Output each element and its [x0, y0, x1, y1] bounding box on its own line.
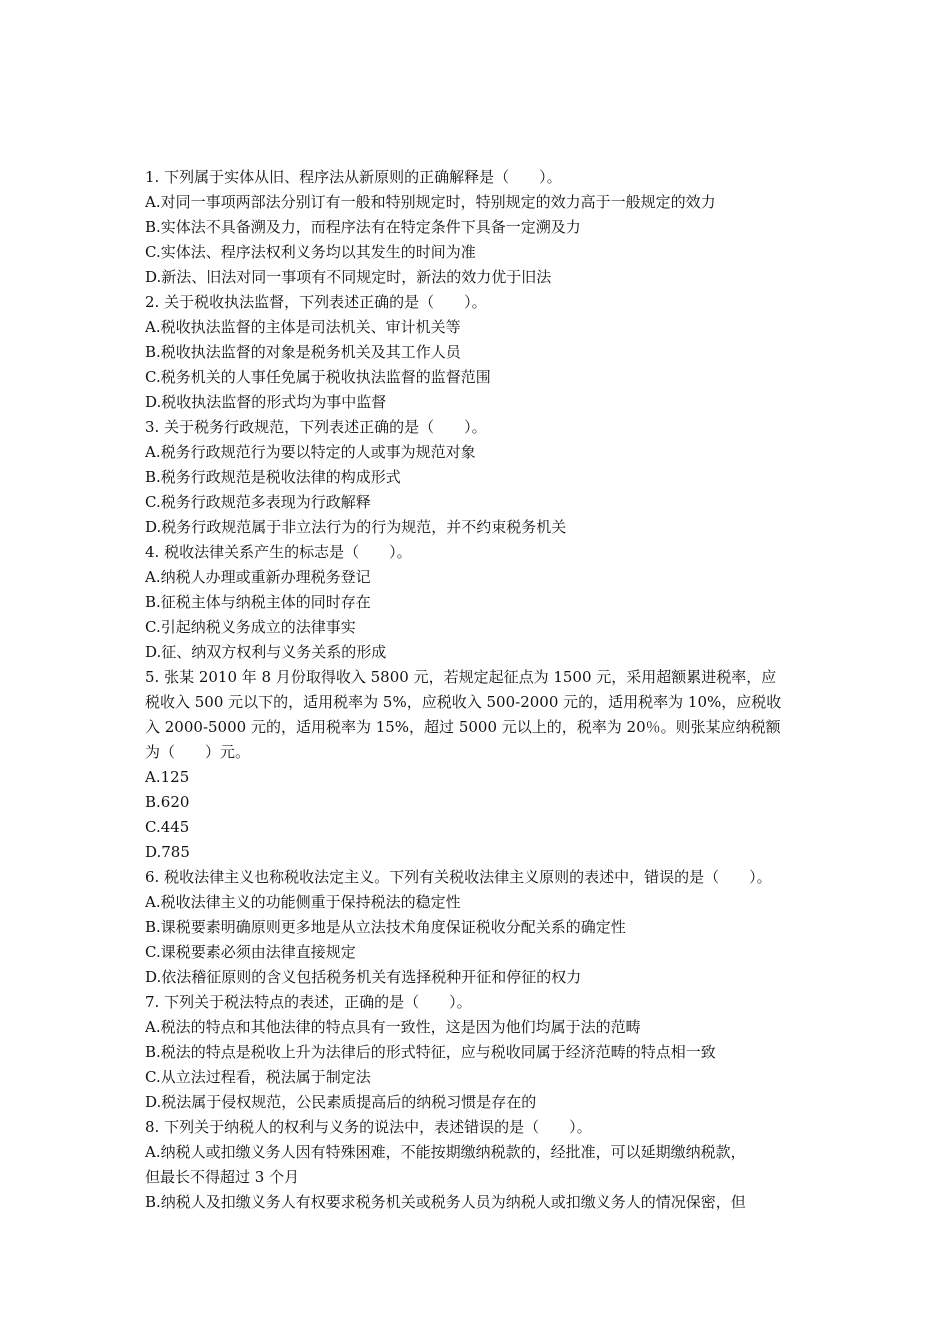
- question-5-stem-line: 税收入 500 元以下的，适用税率为 5%，应税收入 500-2000 元的，适用税率为 10%，应税收: [145, 693, 782, 711]
- question-2-stem: 2. 关于税收执法监督，下列表述正确的是（ ）。: [145, 293, 487, 311]
- question-5-option-c: C.445: [145, 818, 190, 836]
- question-4-option-d: D.征、纳双方权利与义务关系的形成: [145, 643, 387, 661]
- question-2-option-a: A.税收执法监督的主体是司法机关、审计机关等: [145, 318, 461, 336]
- question-8-stem: 8. 下列关于纳税人的权利与义务的说法中，表述错误的是（ ）。: [145, 1118, 592, 1136]
- question-5-stem-line: 为（ ）元。: [145, 743, 251, 761]
- question-6-option-c: C.课税要素必须由法律直接规定: [145, 943, 356, 961]
- question-6-option-d: D.依法稽征原则的含义包括税务机关有选择税种开征和停征的权力: [145, 968, 582, 986]
- question-5-option-d: D.785: [145, 843, 190, 861]
- question-list: [145, 165, 815, 1215]
- question-3-option-d: D.税务行政规范属于非立法行为的行为规范，并不约束税务机关: [145, 518, 567, 536]
- question-8-option-a-line: 但最长不得超过 3 个月: [145, 1168, 300, 1186]
- question-4-option-b: B.征税主体与纳税主体的同时存在: [145, 593, 371, 611]
- question-4-option-c: C.引起纳税义务成立的法律事实: [145, 618, 356, 636]
- question-6-stem: 6. 税收法律主义也称税收法定主义。下列有关税收法律主义原则的表述中，错误的是（ ）。: [145, 868, 772, 886]
- question-1-option-d: D.新法、旧法对同一事项有不同规定时，新法的效力优于旧法: [145, 268, 552, 286]
- question-7-option-b: B.税法的特点是税收上升为法律后的形式特征，应与税收同属于经济范畴的特点相一致: [145, 1043, 716, 1061]
- question-1-stem: 1. 下列属于实体从旧、程序法从新原则的正确解释是（ ）。: [145, 168, 562, 186]
- question-2-option-d: D.税收执法监督的形式均为事中监督: [145, 393, 387, 411]
- question-7-option-c: C.从立法过程看，税法属于制定法: [145, 1068, 371, 1086]
- question-3-option-c: C.税务行政规范多表现为行政解释: [145, 493, 371, 511]
- question-5-option-a: A.125: [145, 768, 190, 786]
- question-3-option-a: A.税务行政规范行为要以特定的人或事为规范对象: [145, 443, 476, 461]
- question-4-stem: 4. 税收法律关系产生的标志是（ ）。: [145, 543, 412, 561]
- question-5-option-b: B.620: [145, 793, 190, 811]
- question-8-option-b-line: B.纳税人及扣缴义务人有权要求税务机关或税务人员为纳税人或扣缴义务人的情况保密，但: [145, 1193, 746, 1211]
- question-5-stem-line: 入 2000-5000 元的，适用税率为 15%，超过 5000 元以上的，税率为 20％。则张某应纳税额: [145, 718, 781, 736]
- question-7-stem: 7. 下列关于税法特点的表述，正确的是（ ）。: [145, 993, 472, 1011]
- question-4-option-a: A.纳税人办理或重新办理税务登记: [145, 568, 371, 586]
- question-8-option-a-line: A.纳税人或扣缴义务人因有特殊困难，不能按期缴纳税款的，经批准，可以延期缴纳税款，: [145, 1143, 746, 1161]
- question-6-option-a: A.税收法律主义的功能侧重于保持税法的稳定性: [145, 893, 461, 911]
- question-6-option-b: B.课税要素明确原则更多地是从立法技术角度保证税收分配关系的确定性: [145, 918, 626, 936]
- question-1-option-b: B.实体法不具备溯及力，而程序法有在特定条件下具备一定溯及力: [145, 218, 581, 236]
- question-1-option-a: A.对同一事项两部法分别订有一般和特别规定时，特别规定的效力高于一般规定的效力: [145, 193, 716, 211]
- question-7-option-d: D.税法属于侵权规范，公民素质提高后的纳税习惯是存在的: [145, 1093, 537, 1111]
- question-3-stem: 3. 关于税务行政规范，下列表述正确的是（ ）。: [145, 418, 487, 436]
- question-2-option-c: C.税务机关的人事任免属于税收执法监督的监督范围: [145, 368, 491, 386]
- question-7-option-a: A.税法的特点和其他法律的特点具有一致性，这是因为他们均属于法的范畴: [145, 1018, 641, 1036]
- question-5-stem-line: 5. 张某 2010 年 8 月份取得收入 5800 元，若规定起征点为 1500 元，采用超额累进税率，应: [145, 668, 777, 686]
- question-1-option-c: C.实体法、程序法权利义务均以其发生的时间为准: [145, 243, 476, 261]
- question-2-option-b: B.税收执法监督的对象是税务机关及其工作人员: [145, 343, 461, 361]
- question-3-option-b: B.税务行政规范是税收法律的构成形式: [145, 468, 401, 486]
